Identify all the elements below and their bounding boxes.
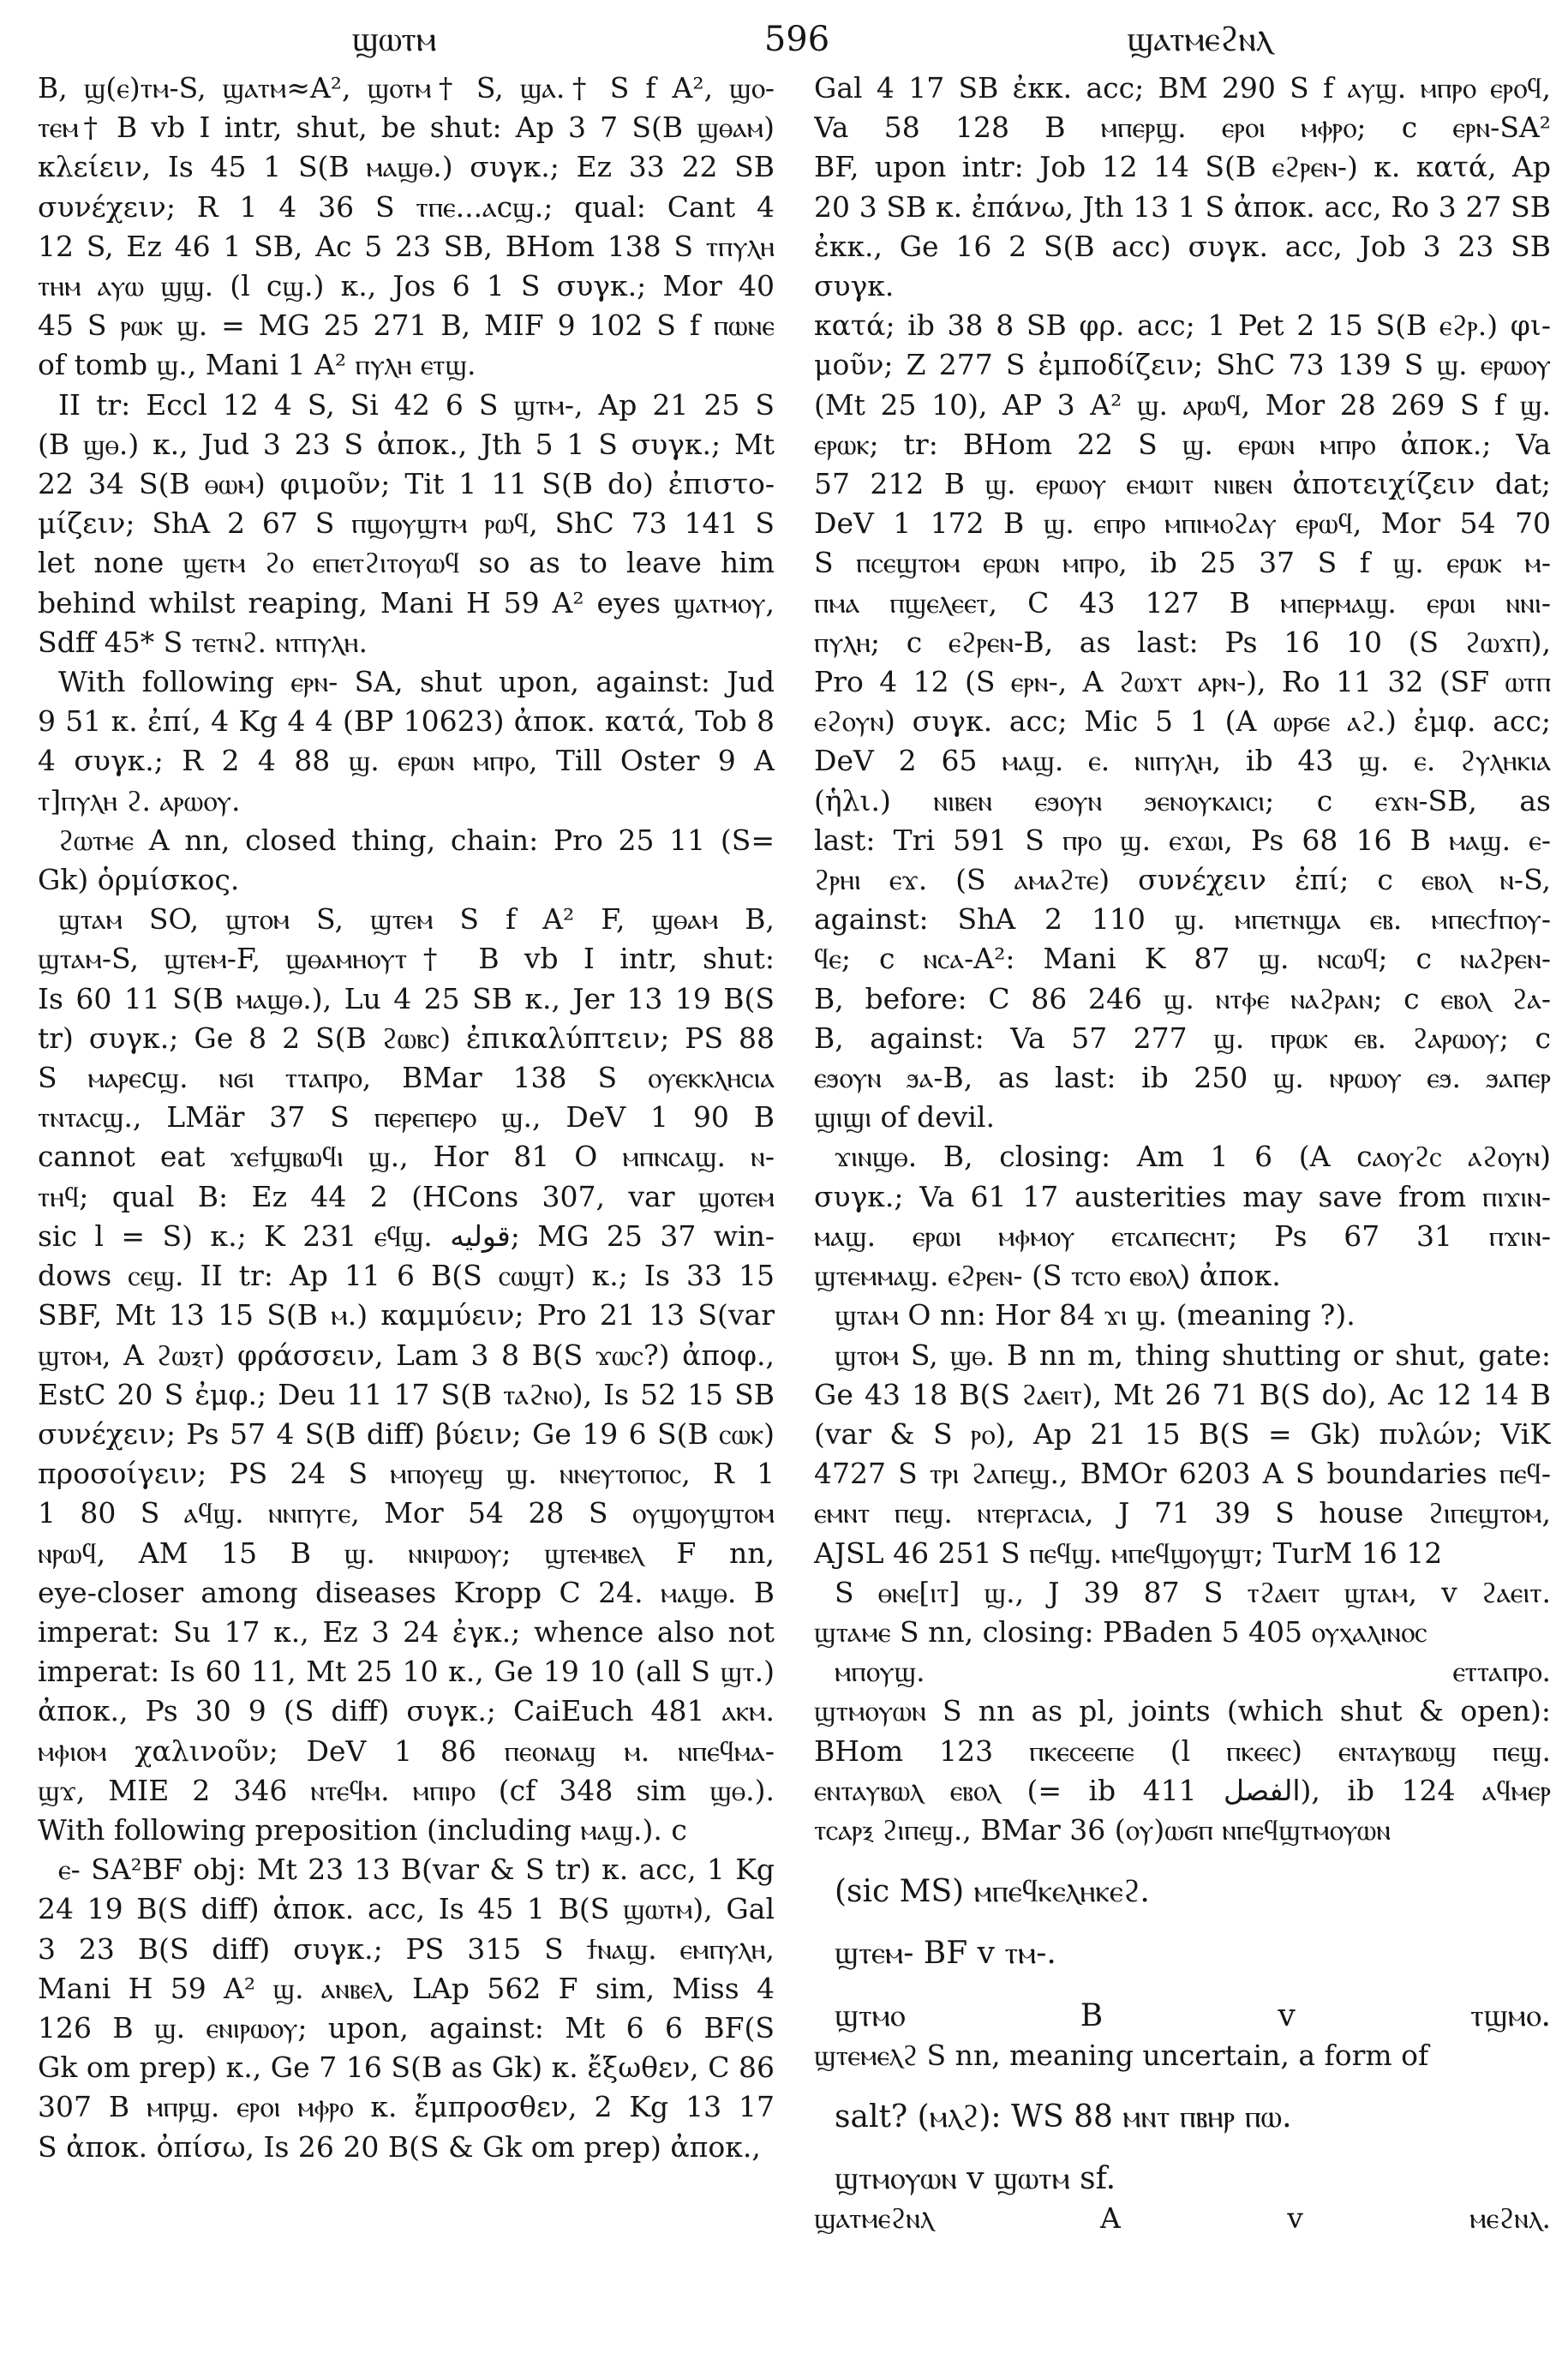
text-line: (Mt 25 10), AP 3 A² ϣ. ⲁⲣⲱϥ, Mor 28 269 S f ϣ. — [814, 387, 1551, 422]
text-line: (ἡλι.) ⲛⲓⲃⲉⲛ ⲉϧⲟⲩⲛ ϧⲉⲛⲟⲩⲕⲁⲓⲥⲓ; c ⲉϫⲛ-SB, as — [814, 783, 1551, 817]
text-line: Gal 4 17 SB ἐκκ. acc; BM 290 S f ⲁⲩϣ. ⲙⲡⲣⲟ ⲉⲣⲟϥ, — [814, 71, 1551, 105]
text-line: κατά; ib 38 8 SB φρ. acc; 1 Pet 2 15 S(B ⲉϩⲣ.) φι- — [814, 308, 1551, 343]
text-line: ⲧⲛⲧⲁⲥϣ., LMär 37 S ⲡⲉⲣⲉⲡⲉⲣⲟ ϣ., DeV 1 90 B — [38, 1100, 775, 1135]
text-line: ⲧⲉⲙ† B vb I intr, shut, be shut: Ap 3 7 S(B ϣⲑⲁⲙ) — [38, 111, 775, 145]
text-line: 4 συγκ.; R 2 4 88 ϣ. ⲉⲣⲱⲛ ⲙⲡⲣⲟ, Till Oster 9 A — [38, 744, 775, 778]
text-line: let none ϣⲉⲧⲙ ϩⲟ ⲉⲡⲉⲧϩⲓⲧⲟⲩⲱϥ so as to leave him — [38, 546, 775, 580]
text-line: 22 34 S(B ⲑⲱⲙ) φιμοῦν; Tit 1 11 S(B do) ἐπιστο- — [38, 467, 775, 501]
text-line: sic l = S) κ.; K 231 ⲉϥϣ. قوليه; MG 25 37 win- — [38, 1218, 775, 1253]
text-line: Sdff 45* S ⲧⲉⲧⲛϩ. ⲛⲧⲡⲩⲗⲏ. — [38, 625, 368, 659]
text-line: With following ⲉⲣⲛ- SA, shut upon, against: Jud — [58, 665, 775, 699]
text-line: ⲧⲏⲙ ⲁⲩⲱ ϣϣ. (l ϲϣ.) κ., Jos 6 1 S συγκ.; Mor 40 — [38, 269, 775, 303]
entry-gap — [814, 1974, 1551, 1997]
text-line: ϣⲓϣⲓ of devil. — [814, 1100, 996, 1135]
text-line: 1 80 S ⲁϥϣ. ⲛⲛⲡⲩⲅⲉ, Mor 54 28 S ⲟⲩϣⲟⲩϣⲧⲟⲙ — [38, 1496, 775, 1530]
text-line: ϫⲓⲛϣⲑ. B, closing: Am 1 6 (A ϲⲁⲟⲩϩⲥ ⲁϩⲟⲩⲛ) — [835, 1140, 1551, 1174]
text-line: ϣⲧⲁⲙⲉ S nn, closing: PBaden 5 405 ⲟⲩⲭⲁⲗⲓⲛⲟⲥ — [814, 1614, 1427, 1649]
text-line: ϣⲧⲙⲟ B v ⲧϣⲙⲟ. — [835, 1997, 1551, 2033]
text-line: against: ShA 2 110 ϣ. ⲙⲡⲉⲧⲛϣⲁ ⲉⲃ. ⲙⲡⲉⲥϯⲡⲟⲩ- — [814, 902, 1551, 937]
text-line: ⲙⲫⲓⲟⲙ χαλινοῦν; DeV 1 86 ⲡⲉⲟⲛⲁϣ ⲙ. ⲛⲡⲉϥⲙⲁ- — [38, 1733, 775, 1768]
text-line: Va 58 128 B ⲙⲡⲉⲣϣ. ⲉⲣⲟⲓ ⲙⲫⲣⲟ; c ⲉⲣⲛ-SA² — [814, 111, 1551, 145]
text-line: 12 S, Ez 46 1 SB, Ac 5 23 SB, BHom 138 S ⲧⲡⲩⲗⲏ — [38, 229, 775, 263]
text-line: Pro 4 12 (S ⲉⲣⲛ-, A ϩⲱϫⲧ ⲁⲣⲛ-), Ro 11 32 (SF ⲱⲧⲡ — [814, 665, 1551, 699]
entry-gap — [814, 2137, 1551, 2159]
text-line: ⲡⲩⲗⲏ; c ⲉϩⲣⲉⲛ-B, as last: Ps 16 10 (S ϩⲱϫⲡ), — [814, 625, 1551, 659]
text-line: 45 S ⲣⲱⲕ ϣ. = MG 25 271 B, MIF 9 102 S f ⲡⲱⲛⲉ — [38, 308, 775, 343]
text-line: tr) συγκ.; Ge 8 2 S(B ϩⲱⲃⲥ) ἐπικαλύπτειν; PS 88 — [38, 1021, 775, 1055]
text-line: dows ⲥⲉϣ. II tr: Ap 11 6 B(S ⲥⲱϣⲧ) κ.; Is 33 15 — [38, 1259, 775, 1293]
text-line: cannot eat ϫⲉϯϣⲃⲱϥⲓ ϣ., Hor 81 O ⲙⲡⲛⲥⲁϣ. ⲛ- — [38, 1140, 775, 1174]
text-line: S ἀποκ. ὀπίσω, Is 26 20 B(S & Gk om prep) ἀποκ., — [38, 2129, 761, 2164]
text-line: ϣⲧⲙⲟⲩⲱⲛ v ϣⲱⲧⲙ sf. — [835, 2161, 1116, 2197]
text-line: Mani H 59 A² ϣ. ⲁⲛⲃⲉⲗ, LAp 562 F sim, Miss 4 — [38, 1971, 775, 2005]
text-line: ⲛⲣⲱϥ, AM 15 B ϣ. ⲛⲛⲓⲣⲱⲟⲩ; ϣⲧⲉⲙⲃⲉⲗ F nn, — [38, 1536, 775, 1570]
text-line: ⲉⲛⲧⲁⲩⲃⲱⲗ ⲉⲃⲟⲗ (= ib 411 الفصل), ib 124 ⲁϥⲙⲉⲣ — [814, 1773, 1551, 1807]
text-line: ϣⲧⲁⲙ SO, ϣⲧⲟⲙ S, ϣⲧⲉⲙ S f A² F, ϣⲑⲁⲙ B, — [58, 902, 775, 937]
text-line: κλείειν, Is 45 1 S(B ⲙⲁϣⲑ.) συγκ.; Ez 33 22 SB — [38, 150, 775, 184]
text-line: (B ϣⲑ.) κ., Jud 3 23 S ἀποκ., Jth 5 1 S συγκ.; Mt — [38, 427, 775, 461]
text-line: B, against: Va 57 277 ϣ. ⲡⲣⲱⲕ ⲉⲃ. ϩⲁⲣⲱⲟⲩ; c — [814, 1021, 1551, 1055]
text-line: BF, upon intr: Job 12 14 S(B ⲉϩⲣⲉⲛ-) κ. κατά, Ap — [814, 150, 1551, 184]
page-number: 596 — [763, 20, 830, 59]
text-line: Ge 43 18 B(S ϩⲁⲉⲓⲧ), Mt 26 71 B(S do), Ac 12 14 B — [814, 1377, 1551, 1411]
text-line: 20 3 SB κ. ἐπάνω, Jth 13 1 S ἀποκ. acc, Ro 3 27 SB — [814, 189, 1551, 224]
text-line: eye-closer among diseases Kropp C 24. ⲙⲁϣⲑ. B — [38, 1575, 775, 1609]
text-line: AJSL 46 251 S ⲡⲉϥϣ. ⲙⲡⲉϥϣⲟⲩϣⲧ; TurM 16 12 — [814, 1536, 1443, 1570]
text-line: ἐκκ., Ge 16 2 S(B acc) συγκ. acc, Job 3 23 SB συγκ. — [814, 229, 1551, 303]
text-line: 126 B ϣ. ⲉⲛⲓⲣⲱⲟⲩ; upon, against: Mt 6 6 BF(S — [38, 2010, 775, 2045]
text-line: II tr: Eccl 12 4 S, Si 42 6 S ϣⲧⲙ-, Ap 21 25 S — [58, 387, 775, 422]
text-line: S ⲑⲛⲉ[ⲓⲧ] ϣ., J 39 87 S ⲧϩⲁⲉⲓⲧ ϣⲧⲁⲙ, v ϩⲁⲉⲓⲧ. — [835, 1575, 1551, 1609]
text-line: B, ϣ(ⲉ)ⲧⲙ-S, ϣⲁⲧⲙ≈A², ϣⲟⲧⲙ† S, ϣⲁ.† S f A², ϣⲟ- — [38, 71, 775, 105]
text-line: ϣⲧⲟⲙ, A ϩⲱⲝⲧ) φράσσειν, Lam 3 8 B(S ϫⲱⲥ?) ἀποφ., — [38, 1338, 775, 1372]
text-line: ϩⲱⲧⲙⲉ A nn, closed thing, chain: Pro 25 11 (S= — [58, 823, 775, 857]
text-line: μίζειν; ShA 2 67 S ⲡϣⲟⲩϣⲧⲙ ⲣⲱϥ, ShC 73 141 S — [38, 506, 775, 541]
text-line: ⲉⲣⲱⲕ; tr: BHom 22 S ϣ. ⲉⲣⲱⲛ ⲙⲡⲣⲟ ἀποκ.; Va — [814, 427, 1551, 461]
text-line: Gk om prep) κ., Ge 7 16 S(B as Gk) κ. ἔξωθεν, C 86 — [38, 2051, 775, 2085]
text-line: ϣⲧⲙⲟⲩⲱⲛ S nn as pl, joints (which shut & open): — [814, 1694, 1551, 1728]
text-line: συγκ.; Va 61 17 austerities may save from ⲡⲓϫⲓⲛ- — [814, 1179, 1551, 1213]
text-line: ⲧ]ⲡⲩⲗⲏ ϩ. ⲁⲣⲱⲟⲩ. — [38, 783, 241, 817]
text-line: With following preposition (including ⲙⲁϣ.). c — [38, 1812, 687, 1847]
right-column — [814, 69, 1551, 2348]
running-header — [51, 14, 1542, 65]
text-line: salt? (ⲙⲗϩ): WS 88 ⲙⲛⲧ ⲡⲃⲏⲣ ⲡⲱ. — [835, 2099, 1292, 2134]
text-line: S ⲙⲁⲣⲉϲϣ. ⲛϭⲓ ⲧⲧⲁⲡⲣⲟ, BMar 138 S ⲟⲩⲉⲕⲕⲗⲏⲥⲓⲁ — [38, 1061, 775, 1095]
text-line: EstC 20 S ἐμφ.; Deu 11 17 S(B ⲧⲁϩⲛⲟ), Is 52 15 SB — [38, 1377, 775, 1411]
text-line: ϥⲉ; c ⲛⲥⲁ-A²: Mani K 87 ϣ. ⲛⲥⲱϥ; c ⲛⲁϩⲣⲉⲛ- — [814, 942, 1551, 976]
text-line: SBF, Mt 13 15 S(B ⲙ.) καμμύειν; Pro 21 13 S(var — [38, 1298, 775, 1332]
entry-gap — [814, 1850, 1551, 1872]
text-line: DeV 1 172 B ϣ. ⲉⲡⲣⲟ ⲙⲡⲓⲙⲟϩⲁⲩ ⲉⲣⲱϥ, Mor 54 70 — [814, 506, 1551, 541]
text-line: ϣⲧⲉⲙⲙⲁϣ. ⲉϩⲣⲉⲛ- (S ⲧⲥⲧⲟ ⲉⲃⲟⲗ) ἀποκ. — [814, 1259, 1281, 1293]
text-line: BHom 123 ⲡⲕⲉⲥⲉⲉⲡⲉ (l ⲡⲕⲉⲉⲥ) ⲉⲛⲧⲁⲩⲃⲱϣ ⲡⲉϣ. — [814, 1733, 1551, 1768]
text-line: ⲧⲏϥ; qual B: Ez 44 2 (HCons 307, var ϣⲟⲧⲉⲙ — [38, 1179, 775, 1213]
text-line: ϣⲧⲁⲙ O nn: Hor 84 ϫⲓ ϣ. (meaning ?). — [835, 1298, 1356, 1332]
text-line: (sic MS) ⲙⲡⲉϥⲕⲉⲗⲏⲕⲉϩ. — [835, 1874, 1150, 1910]
text-line: ϣⲧⲟⲙ S, ϣⲑ. B nn m, thing shutting or shut, gate: — [835, 1338, 1551, 1372]
text-line: συνέχειν; R 1 4 36 S ⲧⲡⲉ...ⲁϲϣ.; qual: Cant 4 — [38, 189, 775, 224]
text-line: B, before: C 86 246 ϣ. ⲛⲧⲫⲉ ⲛⲁϩⲣⲁⲛ; c ⲉⲃⲟⲗ ϩⲁ- — [814, 981, 1551, 1015]
text-line: Is 60 11 S(B ⲙⲁϣⲑ.), Lu 4 25 SB κ., Jer 13 19 B(S — [38, 981, 775, 1015]
text-line: ⲉ- SA²BF obj: Mt 23 13 B(var & S tr) κ. acc, 1 Kg — [58, 1853, 775, 1887]
text-line: 307 B ⲙⲡⲣϣ. ⲉⲣⲟⲓ ⲙⲫⲣⲟ κ. ἔμπροσθεν, 2 Kg 13 17 — [38, 2090, 775, 2124]
header-right-headword: ϣⲁⲧⲙⲉϩⲛⲗ — [1127, 20, 1272, 59]
text-line: 24 19 B(S diff) ἀποκ. acc, Is 45 1 B(S ϣⲱⲧⲙ), Gal — [38, 1892, 775, 1926]
text-line: Gk) ὁρμίσκος. — [38, 863, 240, 897]
text-line: ⲉϩⲟⲩⲛ) συγκ. acc; Mic 5 1 (A ⲱⲣϭⲉ ⲁϩ.) ἐμφ. acc; — [814, 704, 1551, 739]
text-line: προσοίγειν; PS 24 S ⲙⲡⲟⲩⲉϣ ϣ. ⲛⲛⲉⲩⲧⲟⲡⲟⲥ, R 1 — [38, 1457, 775, 1491]
text-line: ⲧⲥⲁⲣⲝ ϩⲓⲡⲉϣ., BMar 36 (ⲟⲩ)ⲱϭⲡ ⲛⲡⲉϥϣⲧⲙⲟⲩⲱⲛ — [814, 1812, 1391, 1847]
text-line: μοῦν; Z 277 S ἐμποδίζειν; ShC 73 139 S ϣ. ⲉⲣⲱⲟⲩ — [814, 348, 1551, 382]
text-line: ϣⲧⲉⲙⲉⲗϩ S nn, meaning uncertain, a form of — [814, 2038, 1429, 2072]
header-left-headword: ϣⲱⲧⲙ — [351, 20, 437, 59]
text-line: last: Tri 591 S ⲡⲣⲟ ϣ. ⲉϫⲱⲓ, Ps 68 16 B ⲙⲁϣ. ⲉ- — [814, 823, 1551, 857]
entry-gap — [814, 1912, 1551, 1934]
text-line: ϩⲣⲏⲓ ⲉϫ. (S ⲁⲙⲁϩⲧⲉ) συνέχειν ἐπί; c ⲉⲃⲟⲗ ⲛ-S, — [814, 863, 1551, 897]
text-line: imperat: Is 60 11, Mt 25 10 κ., Ge 19 10 (all S ϣⲧ.) — [38, 1655, 775, 1689]
entry-gap — [814, 2075, 1551, 2098]
text-line: 4727 S ⲧⲣⲓ ϩⲁⲡⲉϣ., BMOr 6203 A S boundaries ⲡⲉϥ- — [814, 1457, 1551, 1491]
text-line: ϣϫ, MIE 2 346 ⲛⲧⲉϥⲙ. ⲙⲡⲓⲣⲟ (cf 348 sim ϣⲑ.). — [38, 1773, 775, 1807]
text-line: DeV 2 65 ⲙⲁϣ. ⲉ. ⲛⲓⲡⲩⲗⲏ, ib 43 ϣ. ⲉ. ϩⲩⲗⲏⲕⲓⲁ — [814, 744, 1551, 778]
text-line: ⲉϧⲟⲩⲛ ϧⲁ-B, as last: ib 250 ϣ. ⲛⲣⲱⲟⲩ ⲉϧ. ϧⲁⲡⲉⲣ — [814, 1061, 1551, 1095]
text-line: (var & S ⲣⲟ), Ap 21 15 B(S = Gk) πυλών; ViK — [814, 1416, 1551, 1451]
text-line: ⲙⲡⲟⲩϣ. ⲉⲧⲧⲁⲡⲣⲟ. — [835, 1655, 1551, 1689]
text-line: ϣⲧⲉⲙ- BF v ⲧⲙ-. — [835, 1936, 1056, 1972]
text-line: 9 51 κ. ἐπί, 4 Kg 4 4 (BP 10623) ἀποκ. κατά, Tob 8 — [38, 704, 775, 739]
text-line: συνέχειν; Ps 57 4 S(B diff) βύειν; Ge 19 6 S(B ⲥⲱⲕ) — [38, 1416, 775, 1451]
text-line: 3 23 B(S diff) συγκ.; PS 315 S ϯⲛⲁϣ. ⲉⲙⲡⲩⲗⲏ, — [38, 1931, 775, 1966]
left-column — [38, 69, 775, 2348]
text-line: ϣⲁⲧⲙⲉϩⲛⲗ A v ⲙⲉϩⲛⲗ. — [814, 2201, 1551, 2236]
text-line: ⲉⲙⲛⲧ ⲡⲉϣ. ⲛⲧⲉⲣⲅⲁⲥⲓⲁ, J 71 39 S house ϩⲓⲡⲉϣⲧⲟⲙ, — [814, 1496, 1551, 1530]
text-line: 57 212 B ϣ. ⲉⲣⲱⲟⲩ ⲉⲙⲱⲓⲧ ⲛⲓⲃⲉⲛ ἀποτειχίζειν dat; — [814, 467, 1551, 501]
text-line: ⲙⲁϣ. ⲉⲣⲱⲓ ⲙⲫⲙⲟⲩ ⲉⲧⲥⲁⲡⲉⲥⲏⲧ; Ps 67 31 ⲡϫⲓⲛ- — [814, 1218, 1551, 1253]
text-line: ⲡⲙⲁ ⲡϣⲉⲗⲉⲉⲧ, C 43 127 B ⲙⲡⲉⲣⲙⲁϣ. ⲉⲣⲱⲓ ⲛⲛⲓ- — [814, 585, 1551, 620]
text-line: imperat: Su 17 κ., Ez 3 24 ἐγκ.; whence also not — [38, 1614, 775, 1649]
text-line: S ⲡⲥⲉϣⲧⲟⲙ ⲉⲣⲱⲛ ⲙⲡⲣⲟ, ib 25 37 S f ϣ. ⲉⲣⲱⲕ ⲙ- — [814, 546, 1551, 580]
text-line: ϣⲧⲁⲙ-S, ϣⲧⲉⲙ-F, ϣⲑⲁⲙⲏⲟⲩⲧ† B vb I intr, shut: — [38, 942, 775, 976]
text-line: of tomb ϣ., Mani 1 A² ⲡⲩⲗⲏ ⲉⲧϣ. — [38, 348, 476, 382]
text-line: behind whilst reaping, Mani H 59 A² eyes ϣⲁⲧⲙⲟⲩ, — [38, 585, 775, 620]
text-line: ἀποκ., Ps 30 9 (S diff) συγκ.; CaiEuch 481 ⲁⲕⲙ. — [38, 1694, 775, 1728]
